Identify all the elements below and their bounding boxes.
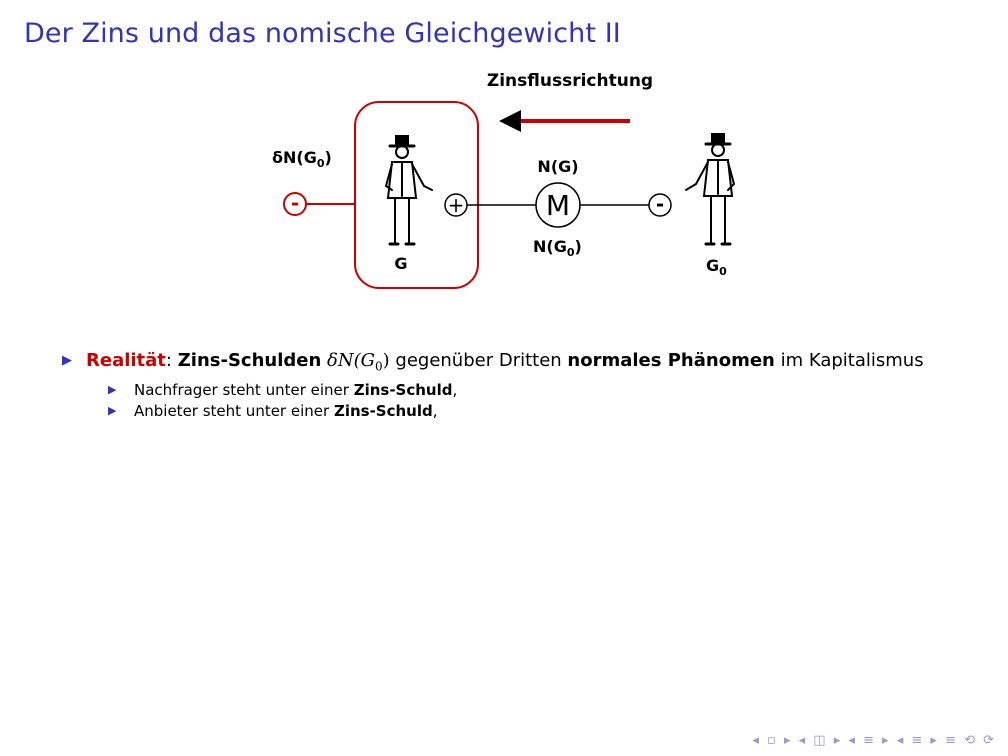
delta-n-label: $\delta N(G_0)$: [272, 148, 332, 170]
bullet-bold-phrase: normales Phänomen: [567, 350, 775, 371]
ng-bottom-label: $N(G_0)$: [533, 237, 582, 259]
sub-bullet-triangle-icon: ▶: [108, 382, 117, 396]
sub-bullet-list: [108, 381, 924, 420]
ng-top-label: N(G): [537, 157, 579, 176]
slide-title: Der Zins und das nomische Gleichgewicht II: [24, 18, 621, 49]
interest-flow-diagram: [0, 0, 1008, 340]
bullet-lead: Realität: [86, 350, 166, 371]
bullet-colon: :: [165, 350, 178, 371]
bullet-tail: im Kapitalismus: [774, 350, 924, 371]
beamer-navigation-bar[interactable]: ◂ ▫ ▸ ◂ ◫ ▸ ◂ ≡ ▸ ◂ ≡ ▸ ≡ ⟲ ⟳: [752, 733, 996, 748]
flow-direction-label: Zinsflussrichtung: [486, 71, 654, 91]
sub-bullet-item: ▶ Nachfrager steht unter einer Zins-Schuld,: [108, 380, 458, 399]
bullet-item: [62, 350, 924, 374]
person-right-label: $G_0$: [706, 256, 727, 278]
sub-bullet-item: ▶ Anbieter steht unter einer Zins-Schuld,: [108, 401, 438, 420]
minus-right-symbol: -: [655, 192, 665, 216]
bullet-triangle-icon: ▶: [62, 353, 72, 368]
sub-bullet-triangle-icon: ▶: [108, 403, 117, 417]
minus-left-symbol: -: [290, 191, 300, 215]
bullet-math: $\delta N(G_0)$: [321, 350, 390, 374]
flow-arrow: [499, 110, 630, 132]
money-symbol: M: [545, 189, 571, 222]
person-left-label: G: [394, 254, 408, 273]
person-left-icon: [386, 136, 432, 244]
bullet-bold-term: Zins-Schulden: [177, 350, 322, 371]
bullet-list: [62, 350, 924, 423]
person-right-icon: [686, 134, 734, 244]
bullet-text: gegenüber Dritten: [389, 350, 568, 371]
plus-symbol: +: [447, 193, 465, 217]
